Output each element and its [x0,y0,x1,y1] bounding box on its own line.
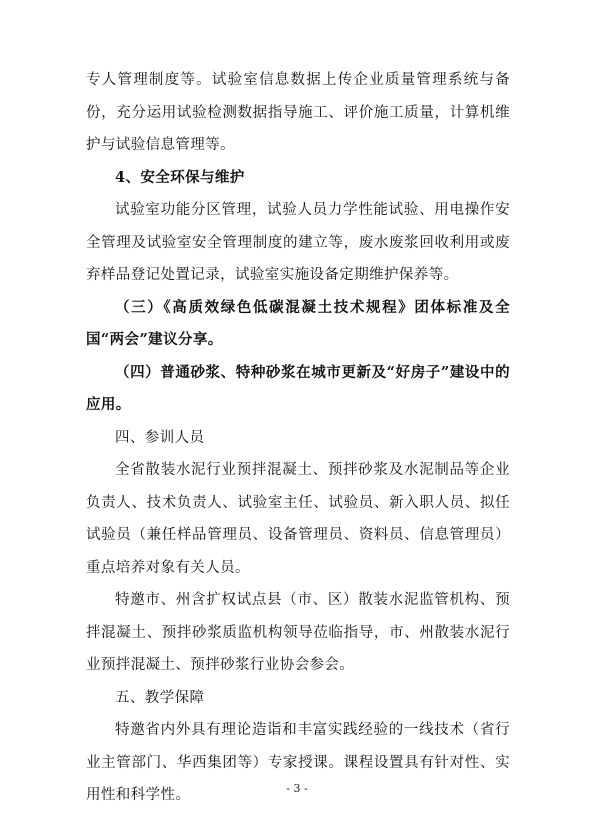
item-3-heading: （三）《高质效绿色低碳混凝土技术规程》团体标准及全国“两会”建议分享。 [86,298,510,348]
section-4-body: 试验室功能分区管理，试验人员力学性能试验、用电操作安全管理及试验室安全管理制度的建立等，废水废浆回收利用或废弃样品登记处置记录，试验室实施设备定期维护保养等。 [86,202,510,283]
section-4-heading: 4、安全环保与维护 [115,168,245,186]
part-5-paragraph-1: 特邀省内外具有理论造诣和丰富实践经验的一线技术（省行业主管部门、华西集团等）专家授课。课程设置具有针对性、实用性和科学性。 [86,722,510,803]
part-4-heading: 四、参训人员 [115,429,205,446]
page-number: - 3 - [286,782,308,795]
page-content [86,64,510,812]
part-4-paragraph-1: 全省散装水泥行业预拌混凝土、预拌砂浆及水泥制品等企业负责人、技术负责人、试验室主任、试验员、新入职人员、拟任试验员（兼任样品管理员、设备管理员、资料员、信息管理员）重点培养对象有关人员。 [86,462,510,576]
continued-paragraph: 专人管理制度等。试验室信息数据上传企业质量管理系统与备份，充分运用试验检测数据指导施工、评价施工质量，计算机维护与试验信息管理等。 [86,72,510,153]
item-4-heading: （四）普通砂浆、特种砂浆在城市更新及“好房子”建设中的应用。 [86,363,510,413]
part-4-paragraph-2: 特邀市、州含扩权试点县（市、区）散装水泥监管机构、预拌混凝土、预拌砂浆质监机构领导莅临指导，市、州散装水泥行业预拌混凝土、预拌砂浆行业协会参会。 [86,592,510,673]
part-5-heading: 五、教学保障 [115,689,205,706]
